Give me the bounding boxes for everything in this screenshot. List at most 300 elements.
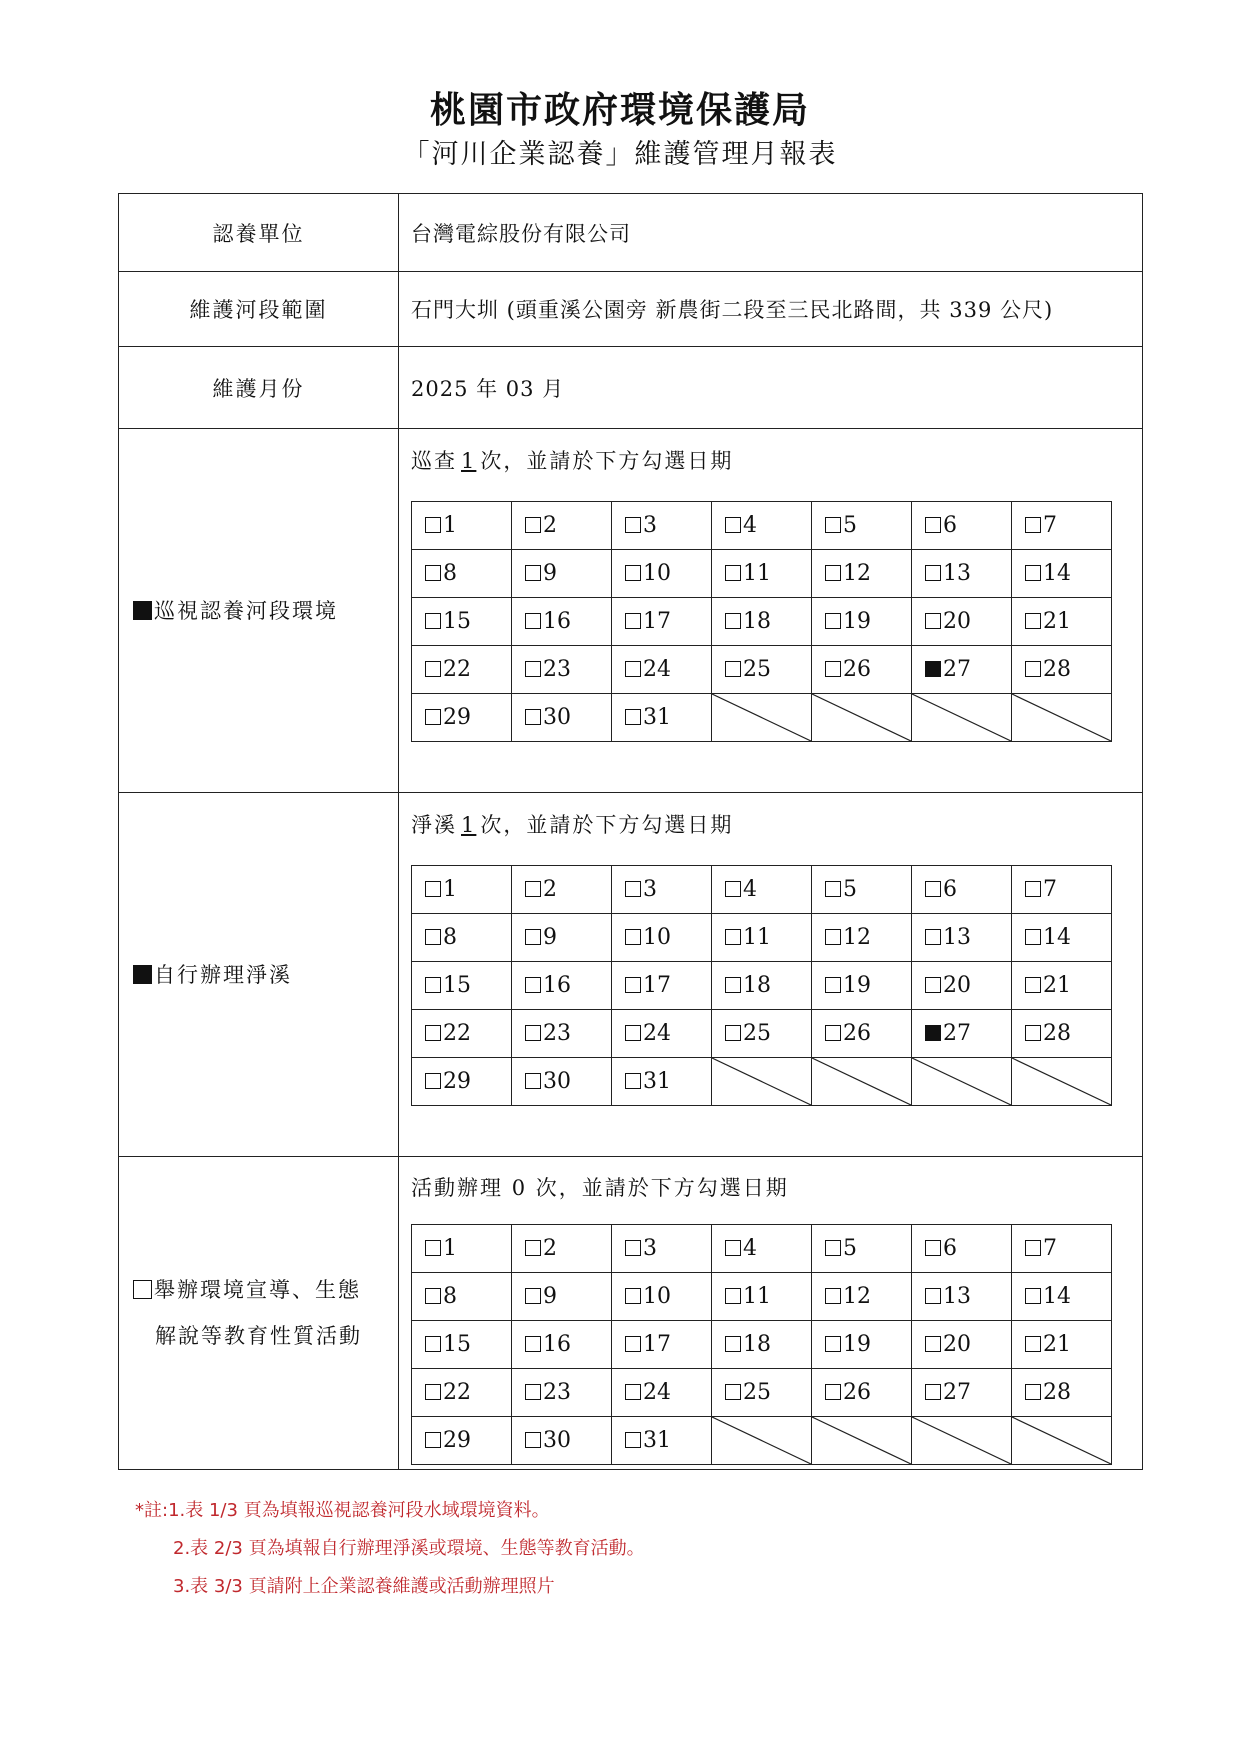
day-checkbox[interactable] — [825, 1240, 841, 1256]
day-cell[interactable] — [412, 1058, 512, 1106]
day-checkbox[interactable] — [525, 613, 541, 629]
day-checkbox[interactable] — [825, 1025, 841, 1041]
day-cell[interactable] — [812, 962, 912, 1010]
day-checkbox[interactable] — [925, 661, 941, 677]
day-checkbox[interactable] — [1025, 1240, 1041, 1256]
day-cell[interactable] — [1012, 1273, 1112, 1321]
section-label-line1: 巡視認養河段環境 — [154, 598, 338, 623]
day-checkbox[interactable] — [625, 1073, 641, 1089]
day-grid-row — [412, 1010, 1112, 1058]
day-cell[interactable] — [812, 1225, 912, 1273]
day-number: 22 — [443, 1380, 471, 1405]
day-cell[interactable] — [612, 962, 712, 1010]
day-grid-row — [412, 1058, 1112, 1106]
section-instruction — [399, 1157, 1142, 1224]
day-number: 8 — [443, 561, 457, 586]
day-checkbox[interactable] — [425, 709, 441, 725]
day-cell[interactable] — [712, 550, 812, 598]
day-cell[interactable] — [1012, 1321, 1112, 1369]
day-checkbox[interactable] — [925, 565, 941, 581]
day-number: 15 — [443, 609, 471, 634]
day-number: 12 — [843, 561, 871, 586]
day-checkbox[interactable] — [525, 517, 541, 533]
day-checkbox[interactable] — [925, 977, 941, 993]
day-cell[interactable] — [612, 598, 712, 646]
day-cell[interactable] — [512, 598, 612, 646]
section-checkbox[interactable] — [133, 1280, 152, 1299]
day-number: 20 — [943, 973, 971, 998]
day-checkbox[interactable] — [525, 661, 541, 677]
day-cell[interactable] — [612, 1058, 712, 1106]
day-checkbox[interactable] — [425, 881, 441, 897]
day-cell[interactable] — [512, 1058, 612, 1106]
day-cell[interactable] — [712, 1225, 812, 1273]
day-checkbox[interactable] — [1025, 565, 1041, 581]
day-cell[interactable] — [712, 1273, 812, 1321]
day-number: 13 — [943, 561, 971, 586]
page-subtitle: 「河川企業認養」維護管理月報表 — [402, 139, 838, 170]
day-number: 24 — [643, 1021, 671, 1046]
day-number: 8 — [443, 1284, 457, 1309]
section-checkbox[interactable] — [133, 965, 152, 984]
day-cell[interactable] — [712, 1010, 812, 1058]
empty-slashed-cell — [912, 1058, 1012, 1106]
day-number: 25 — [743, 1021, 771, 1046]
section-label — [119, 429, 399, 793]
day-number: 10 — [643, 561, 671, 586]
day-cell[interactable] — [812, 598, 912, 646]
instruction-suffix: 次，並請於下方勾選日期 — [535, 1176, 789, 1200]
day-number: 6 — [943, 877, 957, 902]
day-cell[interactable] — [1012, 914, 1112, 962]
day-checkbox[interactable] — [725, 977, 741, 993]
page-title: 桃園市政府環境保護局 — [429, 89, 810, 131]
day-cell[interactable] — [812, 646, 912, 694]
day-checkbox[interactable] — [625, 709, 641, 725]
day-cell[interactable] — [812, 502, 912, 550]
day-checkbox[interactable] — [1025, 661, 1041, 677]
day-cell[interactable] — [612, 866, 712, 914]
day-checkbox[interactable] — [925, 1288, 941, 1304]
day-cell[interactable] — [612, 502, 712, 550]
day-checkbox[interactable] — [725, 1384, 741, 1400]
day-cell[interactable] — [912, 1321, 1012, 1369]
day-cell[interactable] — [512, 1321, 612, 1369]
day-number: 9 — [543, 561, 557, 586]
day-cell[interactable] — [812, 1369, 912, 1417]
day-cell[interactable] — [912, 914, 1012, 962]
day-number: 18 — [743, 973, 771, 998]
day-cell[interactable] — [412, 598, 512, 646]
day-number: 7 — [1043, 877, 1057, 902]
day-number: 28 — [1043, 1021, 1071, 1046]
day-cell[interactable] — [712, 598, 812, 646]
day-cell[interactable] — [812, 914, 912, 962]
day-cell[interactable] — [612, 914, 712, 962]
day-cell[interactable] — [612, 1417, 712, 1465]
day-number: 11 — [743, 561, 771, 586]
day-checkbox[interactable] — [425, 661, 441, 677]
day-checkbox[interactable] — [425, 977, 441, 993]
day-number: 30 — [543, 1069, 571, 1094]
day-cell[interactable] — [1012, 1225, 1112, 1273]
day-cell[interactable] — [412, 646, 512, 694]
section-label — [119, 1157, 399, 1470]
day-checkbox[interactable] — [1025, 1025, 1041, 1041]
day-cell[interactable] — [512, 1010, 612, 1058]
section-label-line2: 解說等教育性質活動 — [155, 1324, 362, 1348]
day-number: 2 — [543, 513, 557, 538]
day-checkbox[interactable] — [625, 565, 641, 581]
day-checkbox[interactable] — [1025, 1288, 1041, 1304]
day-checkbox[interactable] — [525, 565, 541, 581]
day-checkbox[interactable] — [1025, 517, 1041, 533]
day-cell[interactable] — [712, 1321, 812, 1369]
day-grid-row — [412, 550, 1112, 598]
instruction-count: 1 — [461, 449, 477, 473]
section-row — [119, 1157, 1143, 1470]
day-number: 25 — [743, 657, 771, 682]
day-checkbox[interactable] — [525, 929, 541, 945]
day-checkbox[interactable] — [925, 1384, 941, 1400]
day-number: 26 — [843, 1021, 871, 1046]
day-cell[interactable] — [912, 962, 1012, 1010]
day-grid-row — [412, 1225, 1112, 1273]
day-checkbox[interactable] — [825, 977, 841, 993]
day-checkbox[interactable] — [825, 565, 841, 581]
day-checkbox[interactable] — [925, 929, 941, 945]
empty-slashed-cell — [1012, 1058, 1112, 1106]
day-cell[interactable] — [912, 1225, 1012, 1273]
day-number: 3 — [643, 513, 657, 538]
day-checkbox[interactable] — [725, 613, 741, 629]
day-number: 13 — [943, 925, 971, 950]
day-cell[interactable] — [912, 550, 1012, 598]
day-number: 22 — [443, 1021, 471, 1046]
day-cell[interactable] — [612, 646, 712, 694]
day-cell[interactable] — [712, 962, 812, 1010]
day-number: 27 — [943, 1380, 971, 1405]
instruction-suffix: 次，並請於下方勾選日期 — [480, 813, 734, 837]
day-checkbox[interactable] — [625, 613, 641, 629]
day-number: 27 — [943, 1021, 971, 1046]
day-cell[interactable] — [412, 914, 512, 962]
day-cell[interactable] — [912, 1010, 1012, 1058]
day-cell[interactable] — [712, 914, 812, 962]
day-number: 6 — [943, 513, 957, 538]
day-cell[interactable] — [1012, 866, 1112, 914]
unit-row — [119, 194, 1143, 272]
day-checkbox[interactable] — [425, 1432, 441, 1448]
day-cell[interactable] — [1012, 598, 1112, 646]
day-checkbox[interactable] — [525, 1384, 541, 1400]
day-cell[interactable] — [1012, 1010, 1112, 1058]
day-number: 5 — [843, 513, 857, 538]
day-grid-row — [412, 598, 1112, 646]
day-checkbox[interactable] — [925, 517, 941, 533]
instruction-suffix: 次，並請於下方勾選日期 — [480, 449, 734, 473]
day-checkbox[interactable] — [725, 1336, 741, 1352]
day-number: 19 — [843, 609, 871, 634]
day-cell[interactable] — [712, 502, 812, 550]
day-number: 23 — [543, 1021, 571, 1046]
day-grid-row — [412, 914, 1112, 962]
day-number: 31 — [643, 1069, 671, 1094]
day-checkbox[interactable] — [725, 881, 741, 897]
day-number: 17 — [643, 973, 671, 998]
day-checkbox[interactable] — [425, 1336, 441, 1352]
day-number: 24 — [643, 657, 671, 682]
day-cell[interactable] — [512, 1369, 612, 1417]
section-content — [399, 429, 1143, 793]
day-checkbox[interactable] — [425, 1025, 441, 1041]
day-checkbox[interactable] — [925, 1336, 941, 1352]
section-content — [399, 1157, 1143, 1470]
day-number: 22 — [443, 657, 471, 682]
day-number: 5 — [843, 877, 857, 902]
day-cell[interactable] — [912, 1369, 1012, 1417]
day-number: 16 — [543, 1332, 571, 1357]
note-line: 3.表 3/3 頁請附上企業認養維護或活動辦理照片 — [173, 1576, 555, 1597]
day-checkbox[interactable] — [725, 1240, 741, 1256]
day-cell[interactable] — [412, 694, 512, 742]
day-checkbox[interactable] — [825, 1336, 841, 1352]
day-cell[interactable] — [512, 866, 612, 914]
day-cell[interactable] — [1012, 1369, 1112, 1417]
day-cell[interactable] — [912, 866, 1012, 914]
day-number: 20 — [943, 1332, 971, 1357]
day-checkbox[interactable] — [825, 1384, 841, 1400]
day-cell[interactable] — [612, 1273, 712, 1321]
day-grid-row — [412, 502, 1112, 550]
day-number: 23 — [543, 657, 571, 682]
day-checkbox[interactable] — [925, 1240, 941, 1256]
day-cell[interactable] — [412, 1225, 512, 1273]
footnotes — [135, 1492, 645, 1606]
day-cell[interactable] — [1012, 550, 1112, 598]
day-number: 1 — [443, 513, 457, 538]
day-checkbox[interactable] — [425, 1288, 441, 1304]
empty-slashed-cell — [1012, 694, 1112, 742]
day-checkbox[interactable] — [425, 517, 441, 533]
day-checkbox[interactable] — [625, 881, 641, 897]
day-cell[interactable] — [612, 1225, 712, 1273]
day-number: 4 — [743, 513, 757, 538]
day-checkbox[interactable] — [725, 517, 741, 533]
day-cell[interactable] — [612, 1321, 712, 1369]
day-cell[interactable] — [512, 646, 612, 694]
section-checkbox[interactable] — [133, 601, 152, 620]
day-number: 9 — [543, 925, 557, 950]
day-grid-row — [412, 1321, 1112, 1369]
day-checkbox[interactable] — [625, 1025, 641, 1041]
day-number: 21 — [1043, 1332, 1071, 1357]
day-number: 4 — [743, 877, 757, 902]
day-checkbox[interactable] — [625, 661, 641, 677]
day-checkbox[interactable] — [1025, 977, 1041, 993]
day-checkbox[interactable] — [1025, 613, 1041, 629]
month-label: 維護月份 — [119, 347, 399, 429]
day-cell[interactable] — [412, 1010, 512, 1058]
day-number: 3 — [643, 1236, 657, 1261]
day-checkbox[interactable] — [825, 881, 841, 897]
day-number: 29 — [443, 705, 471, 730]
day-checkbox[interactable] — [825, 517, 841, 533]
empty-slashed-cell — [812, 694, 912, 742]
empty-slashed-cell — [712, 1417, 812, 1465]
empty-slashed-cell — [1012, 1417, 1112, 1465]
day-cell[interactable] — [712, 1369, 812, 1417]
day-number: 7 — [1043, 513, 1057, 538]
empty-slashed-cell — [712, 1058, 812, 1106]
day-cell[interactable] — [1012, 502, 1112, 550]
day-checkbox[interactable] — [1025, 1336, 1041, 1352]
day-cell[interactable] — [512, 1273, 612, 1321]
day-cell[interactable] — [412, 962, 512, 1010]
day-cell[interactable] — [812, 1321, 912, 1369]
day-checkbox[interactable] — [625, 1336, 641, 1352]
day-cell[interactable] — [1012, 646, 1112, 694]
day-number: 23 — [543, 1380, 571, 1405]
empty-slashed-cell — [812, 1058, 912, 1106]
day-cell[interactable] — [1012, 962, 1112, 1010]
day-cell[interactable] — [412, 550, 512, 598]
day-checkbox[interactable] — [425, 929, 441, 945]
day-cell[interactable] — [612, 550, 712, 598]
day-checkbox[interactable] — [525, 1288, 541, 1304]
day-checkbox[interactable] — [825, 1288, 841, 1304]
day-checkbox[interactable] — [925, 613, 941, 629]
day-number: 16 — [543, 609, 571, 634]
month-value: 2025 年 03 月 — [399, 347, 1143, 429]
day-checkbox[interactable] — [1025, 929, 1041, 945]
day-checkbox[interactable] — [725, 661, 741, 677]
day-checkbox[interactable] — [625, 1432, 641, 1448]
day-checkbox[interactable] — [1025, 1384, 1041, 1400]
day-number: 21 — [1043, 609, 1071, 634]
day-checkbox[interactable] — [425, 1384, 441, 1400]
day-number: 11 — [743, 1284, 771, 1309]
day-cell[interactable] — [512, 914, 612, 962]
day-cell[interactable] — [512, 694, 612, 742]
day-grid — [411, 865, 1112, 1106]
report-table — [118, 193, 1143, 1470]
day-cell[interactable] — [712, 866, 812, 914]
day-checkbox[interactable] — [525, 1073, 541, 1089]
day-number: 2 — [543, 877, 557, 902]
day-cell[interactable] — [812, 550, 912, 598]
day-checkbox[interactable] — [825, 661, 841, 677]
day-cell[interactable] — [812, 1273, 912, 1321]
day-number: 26 — [843, 657, 871, 682]
day-cell[interactable] — [412, 866, 512, 914]
day-grid — [411, 501, 1112, 742]
day-cell[interactable] — [512, 550, 612, 598]
day-checkbox[interactable] — [425, 1073, 441, 1089]
day-number: 27 — [943, 657, 971, 682]
note-line: *註:1.表 1/3 頁為填報巡視認養河段水域環境資料。 — [135, 1500, 550, 1521]
day-checkbox[interactable] — [625, 977, 641, 993]
day-number: 15 — [443, 1332, 471, 1357]
day-checkbox[interactable] — [525, 1336, 541, 1352]
empty-slashed-cell — [912, 1417, 1012, 1465]
day-checkbox[interactable] — [825, 613, 841, 629]
day-checkbox[interactable] — [425, 565, 441, 581]
day-checkbox[interactable] — [625, 517, 641, 533]
day-cell[interactable] — [912, 502, 1012, 550]
day-checkbox[interactable] — [625, 1288, 641, 1304]
day-grid-row — [412, 1417, 1112, 1465]
day-cell[interactable] — [512, 1225, 612, 1273]
day-cell[interactable] — [512, 1417, 612, 1465]
day-cell[interactable] — [512, 502, 612, 550]
day-checkbox[interactable] — [525, 1432, 541, 1448]
day-cell[interactable] — [612, 694, 712, 742]
day-checkbox[interactable] — [625, 1384, 641, 1400]
day-number: 25 — [743, 1380, 771, 1405]
day-checkbox[interactable] — [625, 1240, 641, 1256]
day-checkbox[interactable] — [725, 1288, 741, 1304]
day-cell[interactable] — [412, 502, 512, 550]
day-cell[interactable] — [912, 646, 1012, 694]
day-cell[interactable] — [412, 1369, 512, 1417]
day-checkbox[interactable] — [525, 709, 541, 725]
day-checkbox[interactable] — [825, 929, 841, 945]
empty-slashed-cell — [812, 1417, 912, 1465]
instruction-count: 0 — [511, 1176, 528, 1200]
day-number: 11 — [743, 925, 771, 950]
section-label — [119, 793, 399, 1157]
day-checkbox[interactable] — [525, 881, 541, 897]
day-cell[interactable] — [912, 598, 1012, 646]
day-cell[interactable] — [912, 1273, 1012, 1321]
day-number: 10 — [643, 925, 671, 950]
day-checkbox[interactable] — [425, 1240, 441, 1256]
day-cell[interactable] — [512, 962, 612, 1010]
unit-label: 認養單位 — [119, 194, 399, 272]
day-grid-row — [412, 866, 1112, 914]
section-row — [119, 793, 1143, 1157]
instruction-prefix: 活動辦理 — [411, 1176, 503, 1200]
day-cell[interactable] — [412, 1321, 512, 1369]
day-checkbox[interactable] — [1025, 881, 1041, 897]
day-cell[interactable] — [612, 1010, 712, 1058]
day-checkbox[interactable] — [525, 977, 541, 993]
day-cell[interactable] — [712, 646, 812, 694]
day-checkbox[interactable] — [725, 929, 741, 945]
day-checkbox[interactable] — [625, 929, 641, 945]
day-cell[interactable] — [612, 1369, 712, 1417]
day-number: 12 — [843, 925, 871, 950]
day-checkbox[interactable] — [425, 613, 441, 629]
day-number: 30 — [543, 705, 571, 730]
day-checkbox[interactable] — [925, 1025, 941, 1041]
day-number: 7 — [1043, 1236, 1057, 1261]
day-checkbox[interactable] — [725, 565, 741, 581]
day-number: 31 — [643, 1428, 671, 1453]
day-number: 26 — [843, 1380, 871, 1405]
day-grid — [411, 1224, 1112, 1465]
day-checkbox[interactable] — [925, 881, 941, 897]
day-number: 15 — [443, 973, 471, 998]
day-checkbox[interactable] — [525, 1240, 541, 1256]
day-cell[interactable] — [412, 1417, 512, 1465]
day-cell[interactable] — [412, 1273, 512, 1321]
day-cell[interactable] — [812, 866, 912, 914]
day-checkbox[interactable] — [525, 1025, 541, 1041]
day-checkbox[interactable] — [725, 1025, 741, 1041]
day-cell[interactable] — [812, 1010, 912, 1058]
